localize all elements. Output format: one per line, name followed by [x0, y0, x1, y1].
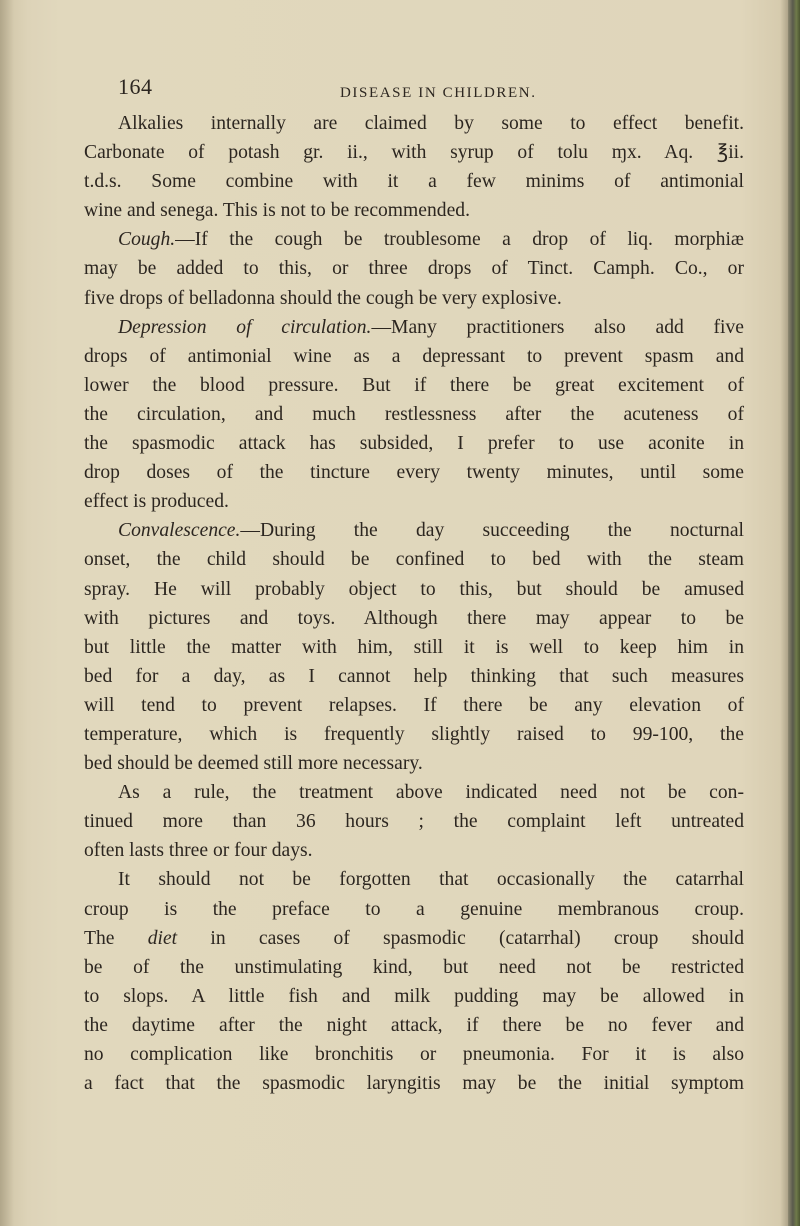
text-line: [84, 254, 744, 283]
text-line: [84, 225, 744, 254]
text-line: [84, 662, 744, 691]
running-head: DISEASE IN CHILDREN.: [340, 85, 537, 101]
italic-heading: Convalescence.: [118, 520, 241, 542]
line-text: Alkalies internally are claimed by some to effect benefit.: [118, 113, 744, 134]
text-line: [84, 604, 744, 633]
line-text: but little the matter with him, still it is well to keep him in: [84, 636, 744, 658]
line-text: often lasts three or four days.: [84, 840, 313, 862]
line-text: Carbonate of potash gr. ii., with syrup of tolu ɱx. Aq. ℥ii.: [84, 142, 744, 164]
italic-heading: diet: [147, 927, 178, 949]
text-line: [84, 575, 744, 604]
text-line: [84, 1069, 744, 1098]
text-line: [84, 691, 744, 720]
page-header: [118, 74, 738, 108]
line-text: temperature, which is frequently slightly raised to 99-100, the: [84, 723, 744, 745]
text-line: [84, 400, 744, 429]
text-line: [84, 371, 744, 400]
line-text: drops of antimonial wine as a depressant to prevent spasm and: [84, 345, 744, 367]
text-line: [84, 836, 744, 865]
line-text: As a rule, the treatment above indicated need not be con-: [118, 782, 744, 804]
line-text: the spasmodic attack has subsided, I prefer to use aconite in: [84, 433, 744, 455]
line-text: wine and senega. This is not to be recommended.: [84, 200, 470, 222]
text-line: [84, 429, 744, 458]
line-text: effect is produced.: [84, 491, 229, 513]
italic-heading: Cough.: [118, 229, 176, 251]
page-number: 164: [118, 74, 153, 99]
text-line: [84, 749, 744, 778]
line-text: no complication like bronchitis or pneumonia. For it is also: [84, 1044, 744, 1065]
line-text: the daytime after the night attack, if there be no fever and: [84, 1014, 744, 1036]
body-text: [84, 109, 744, 1098]
line-text: with pictures and toys. Although there may appear to be: [84, 607, 744, 629]
page-gutter-shadow: [0, 0, 14, 1226]
line-prefix: The: [84, 927, 148, 949]
text-line: [84, 720, 744, 749]
line-text: the circulation, and much restlessness after the acuteness of: [84, 403, 744, 425]
line-text: tinued more than 36 hours ; the complaint left untreated: [84, 811, 744, 833]
text-line: [84, 895, 744, 924]
text-line: [84, 924, 744, 953]
text-line: [84, 953, 744, 982]
line-text: spray. He will probably object to this, but should be amused: [84, 578, 744, 600]
text-line: [84, 982, 744, 1011]
text-line: [84, 865, 744, 894]
italic-heading: Depression of circulation.: [118, 316, 372, 338]
text-line: [84, 109, 744, 138]
text-line: [84, 196, 744, 225]
line-text: It should not be forgotten that occasionally the catarrhal: [118, 869, 744, 891]
text-line: [84, 1011, 744, 1040]
text-line: [84, 167, 744, 196]
text-line: [84, 487, 744, 516]
text-line: [84, 284, 744, 313]
line-text: lower the blood pressure. But if there be great excitement of: [84, 374, 744, 396]
line-text: —Many practitioners also add five: [371, 316, 744, 338]
line-text: may be added to this, or three drops of Tinct. Camph. Co., or: [84, 258, 744, 280]
text-line: [84, 778, 744, 807]
line-text: —During the day succeeding the nocturnal: [240, 520, 744, 542]
text-line: [84, 342, 744, 371]
line-text: —If the cough be troublesome a drop of liq. morphiæ: [175, 229, 744, 251]
line-text: bed for a day, as I cannot help thinking that such measures: [84, 665, 744, 687]
page-right-edge: [788, 0, 800, 1226]
line-text: a fact that the spasmodic laryngitis may be the initial symptom: [84, 1073, 744, 1095]
text-line: [84, 1040, 744, 1069]
line-text: in cases of spasmodic (catarrhal) croup should: [177, 927, 744, 949]
text-line: [84, 516, 744, 545]
line-text: will tend to prevent relapses. If there be any elevation of: [84, 694, 744, 716]
line-text: five drops of belladonna should the cough be very explosive.: [84, 287, 562, 309]
text-line: [84, 138, 744, 167]
text-line: [84, 313, 744, 342]
line-text: croup is the preface to a genuine membranous croup.: [84, 898, 744, 920]
text-line: [84, 545, 744, 574]
text-line: [84, 807, 744, 836]
line-text: t.d.s. Some combine with it a few minims of antimonial: [84, 171, 744, 193]
line-text: be of the unstimulating kind, but need not be restricted: [84, 956, 744, 978]
text-line: [84, 458, 744, 487]
line-text: to slops. A little fish and milk pudding may be allowed in: [84, 985, 744, 1007]
line-text: drop doses of the tincture every twenty minutes, until some: [84, 462, 744, 484]
text-line: [84, 633, 744, 662]
line-text: bed should be deemed still more necessary.: [84, 753, 423, 775]
line-text: onset, the child should be confined to bed with the steam: [84, 549, 744, 571]
